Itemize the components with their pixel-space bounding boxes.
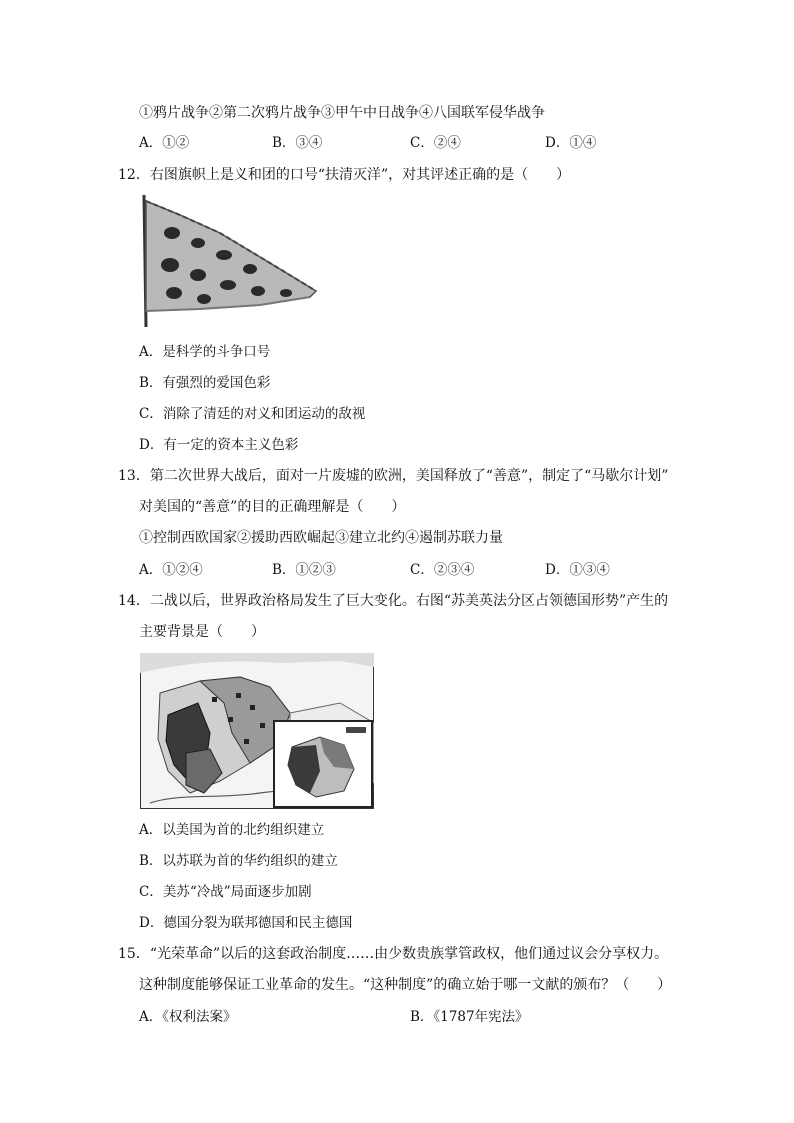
q11-items: ①鸦片战争②第二次鸦片战争③甲午中日战争④八国联军侵华战争 — [139, 105, 545, 121]
q15-option-b: B．《1787年宪法》 — [410, 1009, 529, 1025]
q12-stem: 12．右图旗帜上是义和团的口号“扶清灭洋”，对其评述正确的是（ ） — [118, 167, 571, 183]
q13-option-a: A．①②④ — [139, 562, 203, 578]
q13-option-b: B．①②③ — [272, 562, 336, 578]
q12-option-b: B．有强烈的爱国色彩 — [139, 375, 271, 391]
q11-option-c: C．②④ — [410, 135, 461, 151]
q11-option-b: B．③④ — [272, 135, 323, 151]
q12-option-c: C．消除了清廷的对义和团运动的敌视 — [139, 406, 366, 422]
q14-option-a: A．以美国为首的北约组织建立 — [139, 822, 325, 838]
q13-items: ①控制西欧国家②援助西欧崛起③建立北约④遏制苏联力量 — [139, 530, 503, 546]
q11-option-a: A．①② — [139, 135, 190, 151]
q14-option-b: B．以苏联为首的华约组织的建立 — [139, 853, 338, 869]
q14-stem-line1: 14．二战以后，世界政治格局发生了巨大变化。右图“苏美英法分区占领德国形势”产生的 — [118, 593, 669, 609]
q13-stem-line2: 对美国的“善意”的目的正确理解是（ ） — [139, 499, 406, 515]
q14-option-c: C．美苏“冷战”局面逐步加剧 — [139, 884, 312, 900]
q13-stem-line1: 13．第二次世界大战后，面对一片废墟的欧洲，美国释放了“善意”，制定了“马歇尔计划” — [118, 468, 669, 484]
germany-occupation-map-image — [140, 653, 374, 809]
boxer-flag-image — [140, 193, 322, 329]
q13-option-c: C．②③④ — [410, 562, 475, 578]
q12-option-a: A．是科学的斗争口号 — [139, 344, 271, 360]
q11-option-d: D．①④ — [545, 135, 597, 151]
q15-stem-line1: 15．“光荣革命”以后的这套政治制度……由少数贵族掌管政权，他们通过议会分享权力。 — [118, 946, 669, 962]
q15-option-a: A．《权利法案》 — [139, 1009, 237, 1025]
q14-option-d: D．德国分裂为联邦德国和民主德国 — [139, 915, 353, 931]
q15-stem-line2: 这种制度能够保证工业革命的发生。“这种制度”的确立始于哪一文献的颁布？（ ） — [139, 977, 672, 993]
q13-option-d: D．①③④ — [545, 562, 610, 578]
q12-option-d: D．有一定的资本主义色彩 — [139, 437, 299, 453]
q14-stem-line2: 主要背景是（ ） — [139, 624, 265, 640]
